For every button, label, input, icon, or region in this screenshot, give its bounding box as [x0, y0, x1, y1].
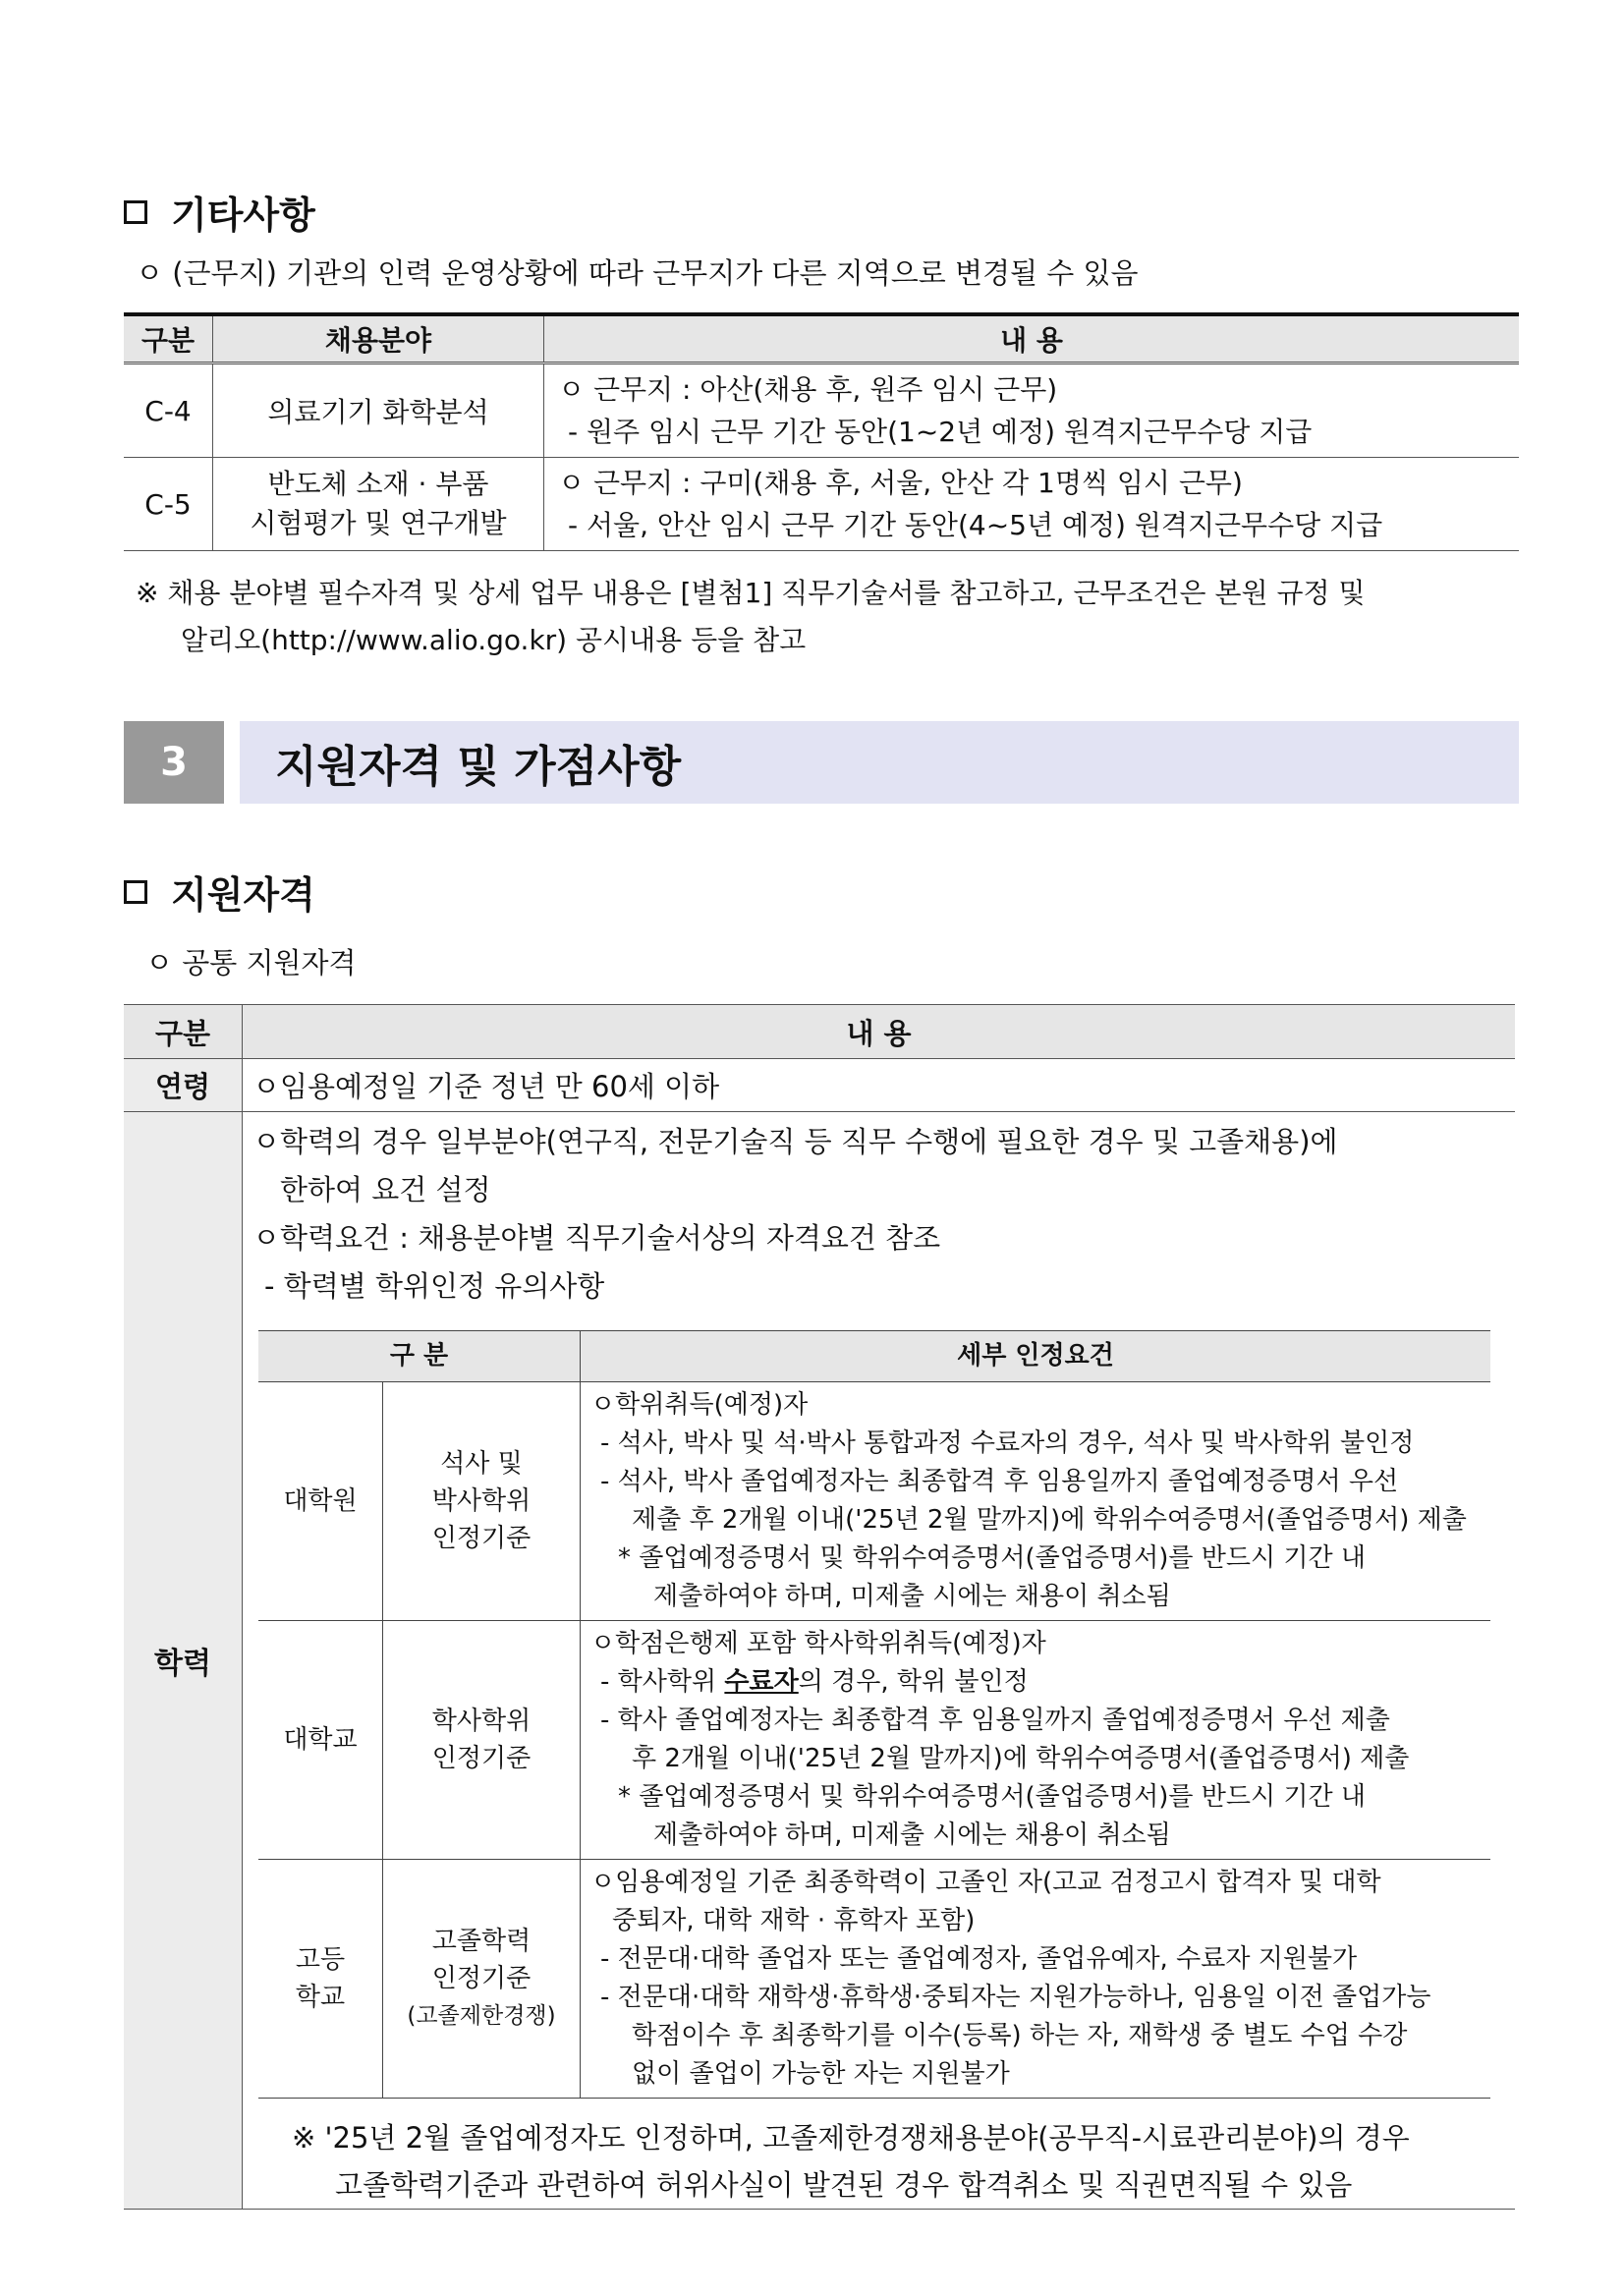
- row-content: [544, 364, 1520, 458]
- education-footnote: [252, 2114, 1515, 2209]
- table-row: [124, 1112, 1515, 2210]
- requirement-line: - 학사 졸업예정자는 최종합격 후 임용일까지 졸업예정증명서 우선 제출: [600, 1706, 1390, 1735]
- degree-level-line: 고등: [295, 1945, 346, 1975]
- degree-standard-line: 석사 및: [440, 1449, 523, 1479]
- row-field-line: 시험평가 및 연구개발: [250, 507, 507, 539]
- age-label: 연령: [124, 1059, 243, 1112]
- section-number-badge: 3: [124, 721, 224, 804]
- requirement-line: - 석사, 박사 졸업예정자는 최종합격 후 임용일까지 졸업예정증명서 우선: [600, 1467, 1399, 1496]
- workplace-note: ㅇ (근무지) 기관의 인력 운영상황에 따라 근무지가 다른 지역으로 변경될 수 있음: [136, 256, 1139, 290]
- table-row: [258, 1382, 1490, 1621]
- emphasis-text: 수료자: [724, 1667, 799, 1697]
- degree-col-header-category: 구 분: [258, 1331, 581, 1382]
- degree-standard-line: 박사학위: [431, 1486, 532, 1516]
- requirement-line: 없이 졸업이 가능한 자는 지원불가: [632, 2059, 1010, 2089]
- remark-line: 알리오(http://www.alio.go.kr) 공시내용 등을 참고: [181, 624, 807, 656]
- education-line: - 학력별 학위인정 유의사항: [264, 1269, 605, 1303]
- requirement-line: * 졸업예정증명서 및 학위수여증명서(졸업증명서)를 반드시 기간 내: [618, 1782, 1367, 1812]
- row-field: [213, 458, 544, 551]
- footnote-line: ※ '25년 2월 졸업예정자도 인정하며, 고졸제한경쟁채용분야(공무직-시료관리분야)의 경우: [292, 2121, 1410, 2155]
- degree-standard-line: 학사학위: [431, 1707, 532, 1736]
- qualification-table-wrap: [124, 1004, 1515, 2210]
- remark-line: ※ 채용 분야별 필수자격 및 상세 업무 내용은 [별첨1] 직무기술서를 참고하고, 근무조건은 본원 규정 및: [136, 577, 1366, 609]
- col-header-content: 내 용: [243, 1005, 1516, 1059]
- requirement-line: ㅇ임용예정일 기준 최종학력이 고졸인 자(고교 검정고시 합격자 및 대학: [590, 1868, 1381, 1897]
- other-table-wrap: [124, 312, 1519, 551]
- degree-level: 대학원: [258, 1382, 383, 1621]
- row-content: [544, 458, 1520, 551]
- row-field: 의료기기 화학분석: [213, 364, 544, 458]
- qualification-table: [124, 1004, 1515, 2210]
- section-banner-title: 지원자격 및 가점사항: [240, 721, 1519, 804]
- square-bullet-icon: [124, 200, 147, 224]
- degree-requirement: [581, 1382, 1491, 1621]
- requirement-line: 중퇴자, 대학 재학 · 휴학자 포함): [612, 1906, 976, 1935]
- requirement-line: - 전문대·대학 졸업자 또는 졸업예정자, 졸업유예자, 수료자 지원불가: [600, 1944, 1358, 1974]
- education-line: ㅇ학력요건 : 채용분야별 직무기술서상의 자격요건 참조: [252, 1221, 941, 1255]
- degree-standard-line: 인정기준: [431, 1524, 532, 1553]
- row-content-line: ㅇ 근무지 : 아산(채용 후, 원주 임시 근무): [558, 373, 1058, 406]
- degree-standard: [383, 1621, 581, 1860]
- table-row: [124, 458, 1519, 551]
- degree-standard-line: 고졸학력: [431, 1927, 532, 1956]
- degree-level: 대학교: [258, 1621, 383, 1860]
- row-code: C-4: [124, 364, 213, 458]
- age-text: ㅇ임용예정일 기준 정년 만 60세 이하: [243, 1059, 1516, 1112]
- requirement-line: 후 2개월 이내('25년 2월 말까지)에 학위수여증명서(졸업증명서) 제출: [632, 1744, 1410, 1773]
- section-heading-qualification-text: 지원자격: [171, 873, 315, 917]
- requirement-line: 제출하여야 하며, 미제출 시에는 채용이 취소됨: [653, 1820, 1171, 1850]
- degree-standard: [383, 1382, 581, 1621]
- square-bullet-icon: [124, 880, 147, 904]
- education-line: ㅇ학력의 경우 일부분야(연구직, 전문기술직 등 직무 수행에 필요한 경우 및 고졸채용)에: [252, 1125, 1338, 1158]
- requirement-line: - 전문대·대학 재학생·휴학생·중퇴자는 지원가능하나, 임용일 이전 졸업가능: [600, 1983, 1431, 2012]
- section-heading-other: [124, 185, 315, 239]
- requirement-line: 제출 후 2개월 이내('25년 2월 말까지)에 학위수여증명서(졸업증명서) 제출: [632, 1505, 1467, 1535]
- requirement-line: 학점이수 후 최종학기를 이수(등록) 하는 자, 재학생 중 별도 수업 수강: [632, 2021, 1408, 2050]
- degree-standard-line: (고졸제한경쟁): [407, 2003, 556, 2029]
- requirement-text: 의 경우, 학위 불인정: [798, 1667, 1029, 1697]
- other-table: [124, 312, 1519, 551]
- requirement-line: ㅇ학위취득(예정)자: [590, 1390, 809, 1420]
- requirement-line: ㅇ학점은행제 포함 학사학위취득(예정)자: [590, 1629, 1046, 1658]
- row-content-line: ㅇ 근무지 : 구미(채용 후, 서울, 안산 각 1명씩 임시 근무): [558, 467, 1243, 499]
- education-label: 학력: [124, 1112, 243, 2210]
- degree-table: [258, 1330, 1490, 2099]
- col-header-category: 구분: [124, 1005, 243, 1059]
- degree-level-line: 학교: [295, 1983, 346, 2012]
- table-row: [124, 1059, 1515, 1112]
- table-row: [258, 1621, 1490, 1860]
- footnote-line: 고졸학력기준과 관련하여 허위사실이 발견된 경우 합격취소 및 직권면직될 수 있음: [335, 2168, 1353, 2202]
- row-content-line: - 서울, 안산 임시 근무 기간 동안(4~5년 예정) 원격지근무수당 지급: [568, 509, 1383, 541]
- education-content: [243, 1112, 1516, 2210]
- requirement-text: - 학사학위: [600, 1667, 725, 1697]
- common-qualification-label: ㅇ 공통 지원자격: [145, 946, 357, 980]
- section-heading-other-text: 기타사항: [171, 194, 315, 237]
- row-content-line: - 원주 임시 근무 기간 동안(1~2년 예정) 원격지근무수당 지급: [568, 416, 1313, 448]
- degree-standard: [383, 1860, 581, 2099]
- table-row: [124, 364, 1519, 458]
- col-header-field: 채용분야: [213, 314, 544, 364]
- table-row: [258, 1860, 1490, 2099]
- requirement-line: * 졸업예정증명서 및 학위수여증명서(졸업증명서)를 반드시 기간 내: [618, 1543, 1367, 1573]
- col-header-code: 구분: [124, 314, 213, 364]
- degree-col-header-requirement: 세부 인정요건: [581, 1331, 1491, 1382]
- row-code: C-5: [124, 458, 213, 551]
- row-field-line: 반도체 소재 · 부품: [267, 468, 489, 500]
- requirement-line: - 석사, 박사 및 석·박사 통합과정 수료자의 경우, 석사 및 박사학위 불인정: [600, 1428, 1415, 1458]
- degree-level: [258, 1860, 383, 2099]
- degree-requirement: [581, 1621, 1491, 1860]
- degree-standard-line: 인정기준: [431, 1964, 532, 1993]
- requirement-line: [590, 1663, 1481, 1702]
- requirement-line: 제출하여야 하며, 미제출 시에는 채용이 취소됨: [653, 1582, 1171, 1611]
- degree-standard-line: 인정기준: [431, 1744, 532, 1773]
- degree-requirement: [581, 1860, 1491, 2099]
- section-heading-qualification: [124, 865, 315, 919]
- col-header-content: 내 용: [544, 314, 1520, 364]
- education-line: 한하여 요건 설정: [280, 1173, 491, 1206]
